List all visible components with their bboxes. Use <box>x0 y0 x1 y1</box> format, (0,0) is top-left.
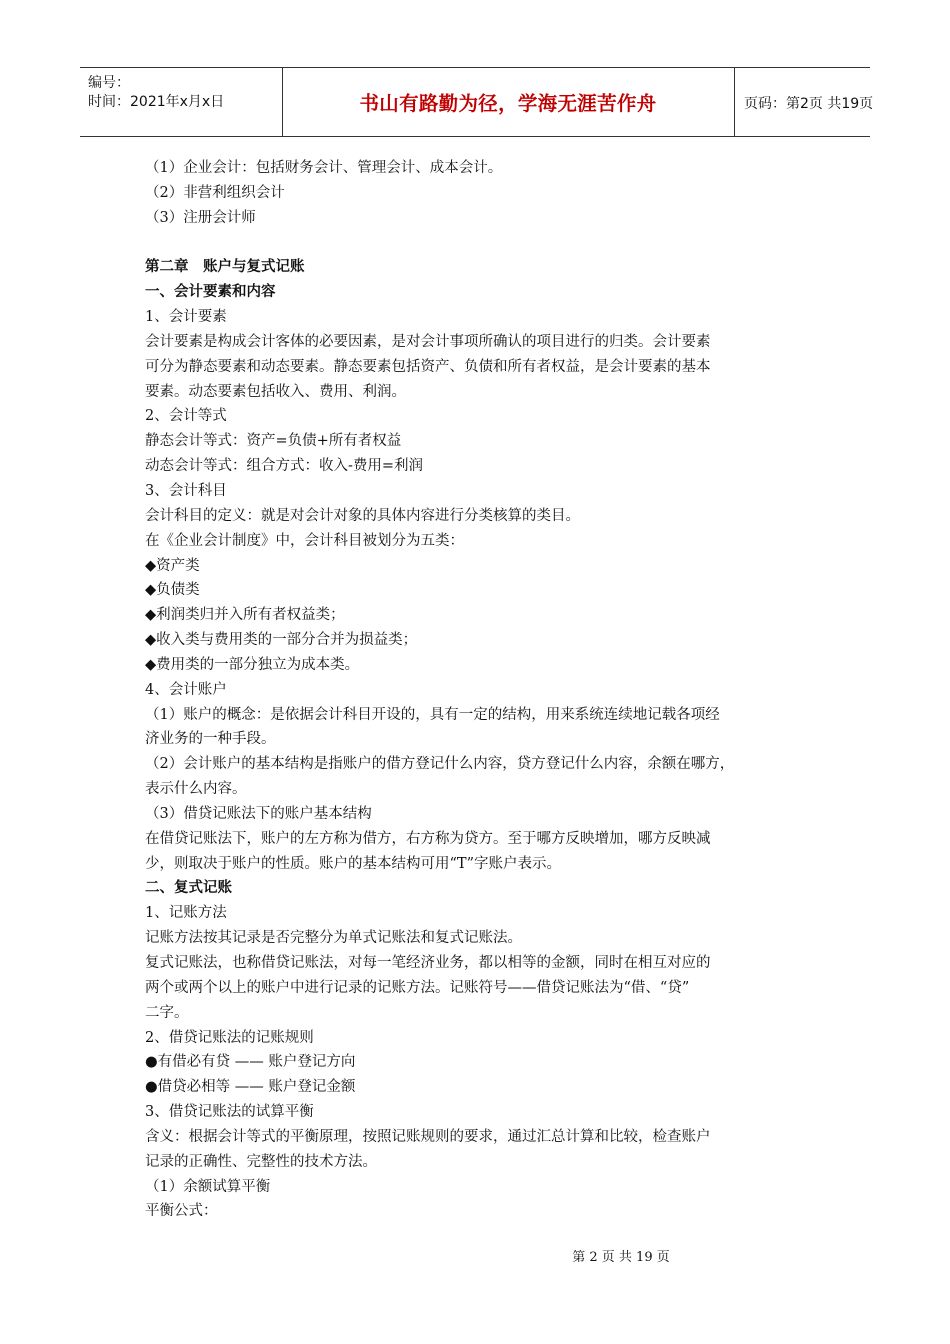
body-line: 记账方法按其记录是否完整分为单式记账法和复式记账法。 <box>145 930 522 947</box>
body-line: ◆收入类与费用类的一部分合并为损益类； <box>145 632 418 649</box>
body-line: （1）账户的概念：是依据会计科目开设的，具有一定的结构，用来系统连续地记载各项经 <box>145 706 720 723</box>
body-line: 少，则取决于账户的性质。账户的基本结构可用“T”字账户表示。 <box>145 855 561 872</box>
blank-line <box>145 231 813 256</box>
body-line: 3、会计科目 <box>145 482 227 499</box>
body-line: 复式记账法，也称借贷记账法，对每一笔经济业务，都以相等的金额，同时在相互对应的 <box>145 955 711 971</box>
body-line: ●有借必有贷 —— 账户登记方向 <box>145 1054 356 1071</box>
body-line: 1、记账方法 <box>145 905 227 922</box>
body-line: ◆资产类 <box>145 557 200 574</box>
body-line: ◆利润类归并入所有者权益类； <box>145 607 345 624</box>
body-line: 会计科目的定义：就是对会计对象的具体内容进行分类核算的类目。 <box>145 507 580 524</box>
body-line: 含义：根据会计等式的平衡原理，按照记账规则的要求，通过汇总计算和比较，检查账户 <box>145 1128 711 1145</box>
body-line: （3）注册会计师 <box>145 209 256 226</box>
body-line: 要素。动态要素包括收入、费用、利润。 <box>145 383 406 400</box>
header-motto: 书山有路勤为径，学海无涯苦作舟 <box>359 92 657 115</box>
header-page-info: 页码：第2页 共19页 <box>744 96 874 112</box>
body-line: ●借贷必相等 —— 账户登记金额 <box>145 1079 356 1096</box>
body-line: 二字。 <box>145 1004 189 1021</box>
body-line: （1）企业会计：包括财务会计、管理会计、成本会计。 <box>145 160 503 176</box>
page-header <box>80 67 874 137</box>
body-line: 平衡公式： <box>145 1203 218 1220</box>
section-heading: 第二章 账户与复式记账 <box>145 259 305 276</box>
body-line: 4、会计账户 <box>145 681 227 698</box>
section-heading: 一、会计要素和内容 <box>145 284 276 301</box>
header-middle-cell <box>282 68 735 136</box>
body-line: （2）会计账户的基本结构是指账户的借方登记什么内容，贷方登记什么内容，余额在哪方， <box>145 756 735 773</box>
body-line: 可分为静态要素和动态要素。静态要素包括资产、负债和所有者权益，是会计要素的基本 <box>145 358 711 375</box>
body-line: ◆负债类 <box>145 582 200 599</box>
body-line: （2）非营利组织会计 <box>145 184 285 201</box>
body-line: 两个或两个以上的账户中进行记录的记账方法。记账符号——借贷记账法为“借、“贷” <box>145 979 690 996</box>
body-line: 3、借贷记账法的试算平衡 <box>145 1104 314 1121</box>
body-line: 2、会计等式 <box>145 408 227 425</box>
document-date: 时间：2021年x月x日 <box>88 94 225 110</box>
section-heading: 二、复式记账 <box>145 880 232 897</box>
body-line: 动态会计等式：组合方式：收入-费用=利润 <box>145 458 424 475</box>
body-line: ◆费用类的一部分独立为成本类。 <box>145 656 360 673</box>
body-line: （1）余额试算平衡 <box>145 1178 271 1195</box>
body-line: 济业务的一种手段。 <box>145 731 276 748</box>
body-line: 会计要素是构成会计客体的必要因素，是对会计事项所确认的项目进行的归类。会计要素 <box>145 333 711 350</box>
body-line: 1、会计要素 <box>145 309 227 326</box>
body-line: 在借贷记账法下，账户的左方称为借方，右方称为贷方。至于哪方反映增加，哪方反映减 <box>145 830 711 847</box>
body-line: 静态会计等式：资产=负债+所有者权益 <box>145 433 402 450</box>
footer-page-number: 第 2 页 共 19 页 <box>572 1250 670 1265</box>
body-line: 记录的正确性、完整性的技术方法。 <box>145 1153 377 1170</box>
document-body <box>145 156 813 1224</box>
document-number-label: 编号： <box>88 75 130 91</box>
body-line: 2、借贷记账法的记账规则 <box>145 1029 314 1046</box>
header-left-cell <box>80 68 283 136</box>
page-footer <box>0 1246 950 1265</box>
header-right-cell <box>734 68 874 136</box>
body-line: 在《企业会计制度》中，会计科目被划分为五类： <box>145 532 464 549</box>
body-line: （3）借贷记账法下的账户基本结构 <box>145 805 372 822</box>
body-line: 表示什么内容。 <box>145 781 247 798</box>
